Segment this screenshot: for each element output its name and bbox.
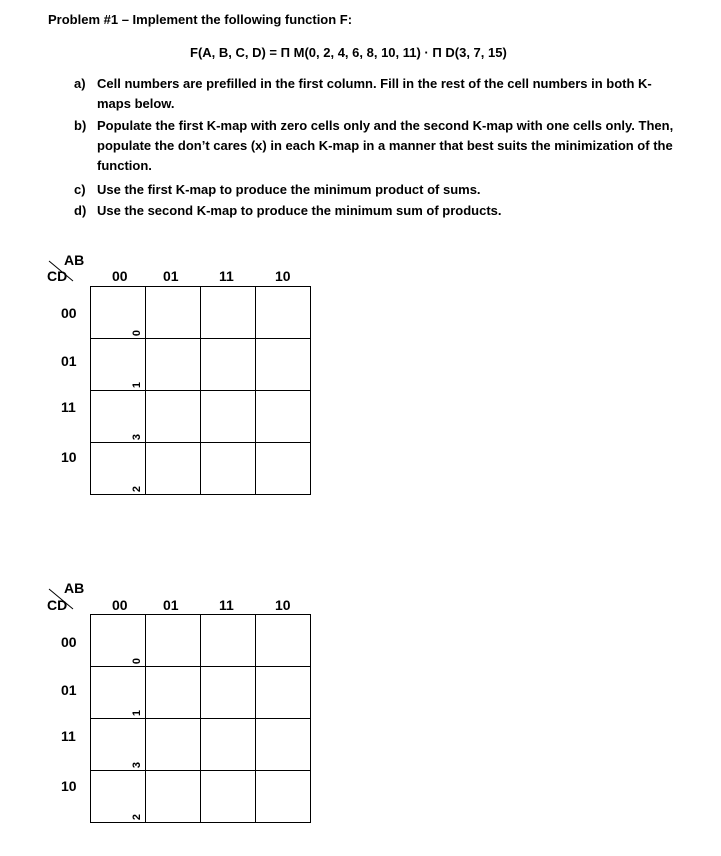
kmap-cell[interactable] bbox=[256, 667, 311, 719]
kmap-cell[interactable] bbox=[201, 287, 256, 339]
instruction-text: Use the second K-map to produce the minimum sum of products. bbox=[97, 203, 502, 218]
kmap-row-header: 10 bbox=[61, 449, 77, 465]
kmap-col-header: 11 bbox=[219, 597, 234, 613]
kmap-col-header: 11 bbox=[219, 268, 234, 284]
kmap-col-header: 01 bbox=[163, 268, 179, 284]
kmap-cell[interactable] bbox=[146, 667, 201, 719]
cell-number: 1 bbox=[131, 709, 143, 716]
kmap-ab-label: AB bbox=[64, 252, 85, 268]
instruction-b bbox=[74, 116, 674, 176]
kmap-row-header: 00 bbox=[61, 634, 77, 650]
kmap-cell[interactable] bbox=[146, 615, 201, 667]
kmap-cell[interactable] bbox=[91, 667, 146, 719]
kmap-cell[interactable] bbox=[91, 443, 146, 495]
instruction-c bbox=[74, 180, 674, 200]
kmap-grid bbox=[90, 286, 311, 495]
kmap-cell[interactable] bbox=[91, 771, 146, 823]
instruction-d bbox=[74, 201, 674, 221]
function-formula: F(A, B, C, D) = Π M(0, 2, 4, 6, 8, 10, 11) · Π D(3, 7, 15) bbox=[190, 45, 507, 60]
kmap-col-header: 01 bbox=[163, 597, 179, 613]
kmap-cell[interactable] bbox=[256, 287, 311, 339]
kmap-cell[interactable] bbox=[201, 667, 256, 719]
kmap-cell[interactable] bbox=[91, 615, 146, 667]
cell-number: 2 bbox=[131, 485, 143, 492]
problem-title: Problem #1 – Implement the following function F: bbox=[48, 12, 353, 27]
instruction-marker: d) bbox=[74, 203, 87, 218]
kmap-cell[interactable] bbox=[201, 443, 256, 495]
kmap-cell[interactable] bbox=[146, 391, 201, 443]
instruction-text: Cell numbers are prefilled in the first column. Fill in the rest of the cell numbers in both K-maps below. bbox=[97, 76, 652, 111]
instruction-marker: c) bbox=[74, 182, 86, 197]
kmap-col-header: 10 bbox=[275, 268, 291, 284]
kmap-cell[interactable] bbox=[91, 287, 146, 339]
cell-number: 1 bbox=[131, 381, 143, 388]
kmap-cell[interactable] bbox=[256, 443, 311, 495]
kmap-cell[interactable] bbox=[146, 443, 201, 495]
cell-number: 3 bbox=[131, 761, 143, 768]
kmap-col-header: 00 bbox=[112, 268, 128, 284]
kmap-cell[interactable] bbox=[256, 391, 311, 443]
kmap-cd-label: CD bbox=[47, 268, 68, 284]
kmap-row-header: 01 bbox=[61, 682, 77, 698]
instruction-text: Populate the first K-map with zero cells only and the second K-map with one cells only. Then, populate the don’t cares (x) in each K-map in a manner that best suits the minimization of the function. bbox=[97, 118, 674, 173]
kmap-cell[interactable] bbox=[201, 719, 256, 771]
kmap-row-header: 11 bbox=[61, 399, 76, 415]
kmap-cell[interactable] bbox=[256, 615, 311, 667]
cell-number: 0 bbox=[131, 657, 143, 664]
kmap-cell[interactable] bbox=[201, 391, 256, 443]
kmap-cell[interactable] bbox=[256, 771, 311, 823]
kmap-cell[interactable] bbox=[256, 719, 311, 771]
kmap-col-header: 10 bbox=[275, 597, 291, 613]
kmap-row-header: 11 bbox=[61, 728, 76, 744]
kmap-cell[interactable] bbox=[201, 615, 256, 667]
kmap-cell[interactable] bbox=[146, 339, 201, 391]
instruction-a bbox=[74, 74, 674, 114]
kmap-cell[interactable] bbox=[91, 391, 146, 443]
kmap-cell[interactable] bbox=[201, 771, 256, 823]
instruction-marker: b) bbox=[74, 118, 87, 133]
kmap-row-header: 10 bbox=[61, 778, 77, 794]
kmap-col-header: 00 bbox=[112, 597, 128, 613]
kmap-cell[interactable] bbox=[91, 339, 146, 391]
kmap-cell[interactable] bbox=[256, 339, 311, 391]
kmap-cell[interactable] bbox=[201, 339, 256, 391]
kmap-cell[interactable] bbox=[91, 719, 146, 771]
cell-number: 0 bbox=[131, 329, 143, 336]
instruction-text: Use the first K-map to produce the minimum product of sums. bbox=[97, 182, 481, 197]
kmap-ab-label: AB bbox=[64, 580, 85, 596]
kmap-cell[interactable] bbox=[146, 287, 201, 339]
kmap-cell[interactable] bbox=[146, 771, 201, 823]
kmap-cd-label: CD bbox=[47, 597, 68, 613]
cell-number: 3 bbox=[131, 433, 143, 440]
kmap-grid bbox=[90, 614, 311, 823]
cell-number: 2 bbox=[131, 813, 143, 820]
kmap-cell[interactable] bbox=[146, 719, 201, 771]
instruction-marker: a) bbox=[74, 76, 86, 91]
kmap-row-header: 00 bbox=[61, 305, 77, 321]
kmap-row-header: 01 bbox=[61, 353, 77, 369]
